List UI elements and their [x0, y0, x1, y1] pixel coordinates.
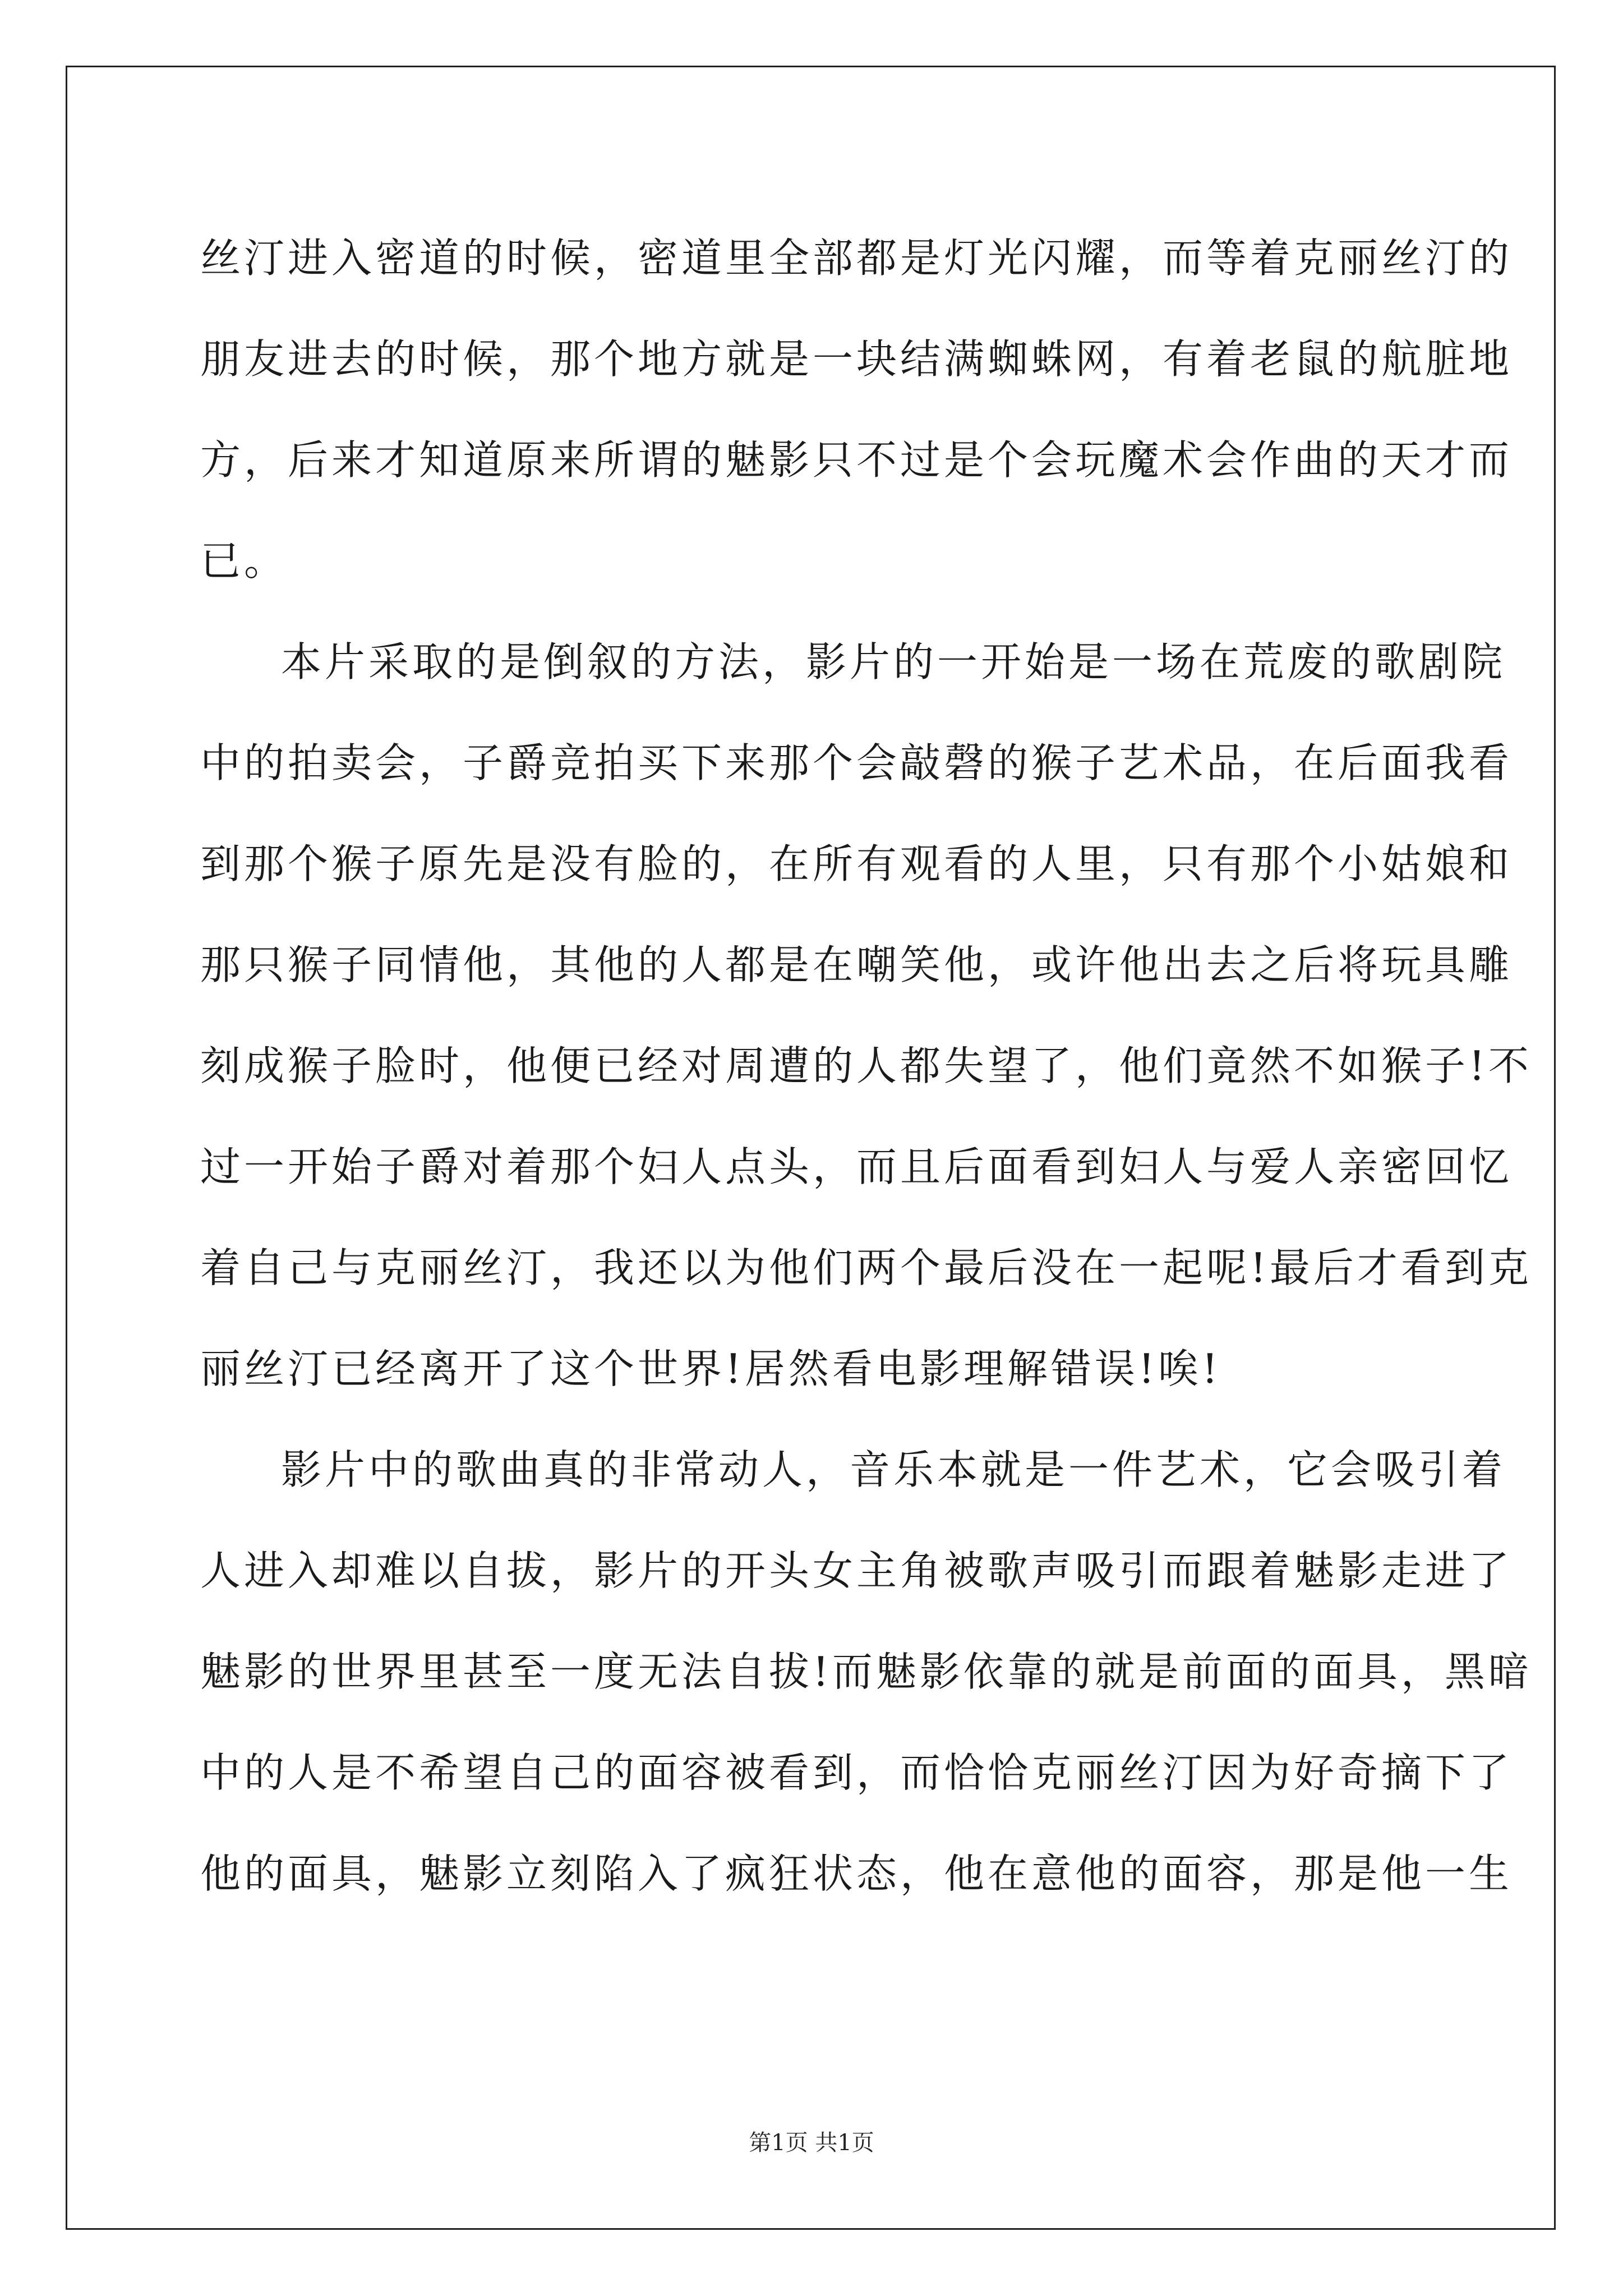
text-line: 到那个猴子原先是没有脸的，在所有观看的人里，只有那个小姑娘和 [200, 840, 1513, 887]
text-line: 魅影的世界里甚至一度无法自拔!而魅影依靠的就是前面的面具，黑暗 [200, 1648, 1532, 1695]
text-line: 他的面具，魅影立刻陷入了疯狂状态，他在意他的面容，那是他一生 [200, 1850, 1513, 1897]
text-line: 刻成猴子脸时，他便已经对周遭的人都失望了，他们竟然不如猴子!不 [200, 1042, 1532, 1089]
text-line: 人进入却难以自拔，影片的开头女主角被歌声吸引而跟着魅影走进了 [200, 1547, 1513, 1594]
document-body [200, 208, 1532, 1924]
text-line: 本片采取的是倒叙的方法，影片的一开始是一场在荒废的歌剧院 [281, 638, 1506, 685]
text-line: 丝汀进入密道的时候，密道里全部都是灯光闪耀，而等着克丽丝汀的 [200, 234, 1513, 282]
text-line: 朋友进去的时候，那个地方就是一块结满蜘蛛网，有着老鼠的航脏地 [200, 335, 1513, 383]
text-line: 已。 [200, 537, 288, 585]
text-line: 中的拍卖会，子爵竞拍买下来那个会敲磬的猴子艺术品，在后面我看 [200, 739, 1513, 786]
text-line: 那只猴子同情他，其他的人都是在嘲笑他，或许他出去之后将玩具雕 [200, 941, 1513, 988]
page-footer: 第1页 共1页 [749, 2130, 874, 2156]
text-line: 方，后来才知道原来所谓的魅影只不过是个会玩魔术会作曲的天才而 [200, 436, 1513, 484]
text-line: 影片中的歌曲真的非常动人，音乐本就是一件艺术，它会吸引着 [281, 1446, 1506, 1493]
text-line: 着自己与克丽丝汀，我还以为他们两个最后没在一起呢!最后才看到克 [200, 1244, 1532, 1291]
text-line: 过一开始子爵对着那个妇人点头，而且后面看到妇人与爱人亲密回忆 [200, 1143, 1513, 1190]
text-line: 中的人是不希望自己的面容被看到，而恰恰克丽丝汀因为好奇摘下了 [200, 1749, 1513, 1796]
text-line: 丽丝汀已经离开了这个世界!居然看电影理解错误!唉! [200, 1345, 1221, 1392]
